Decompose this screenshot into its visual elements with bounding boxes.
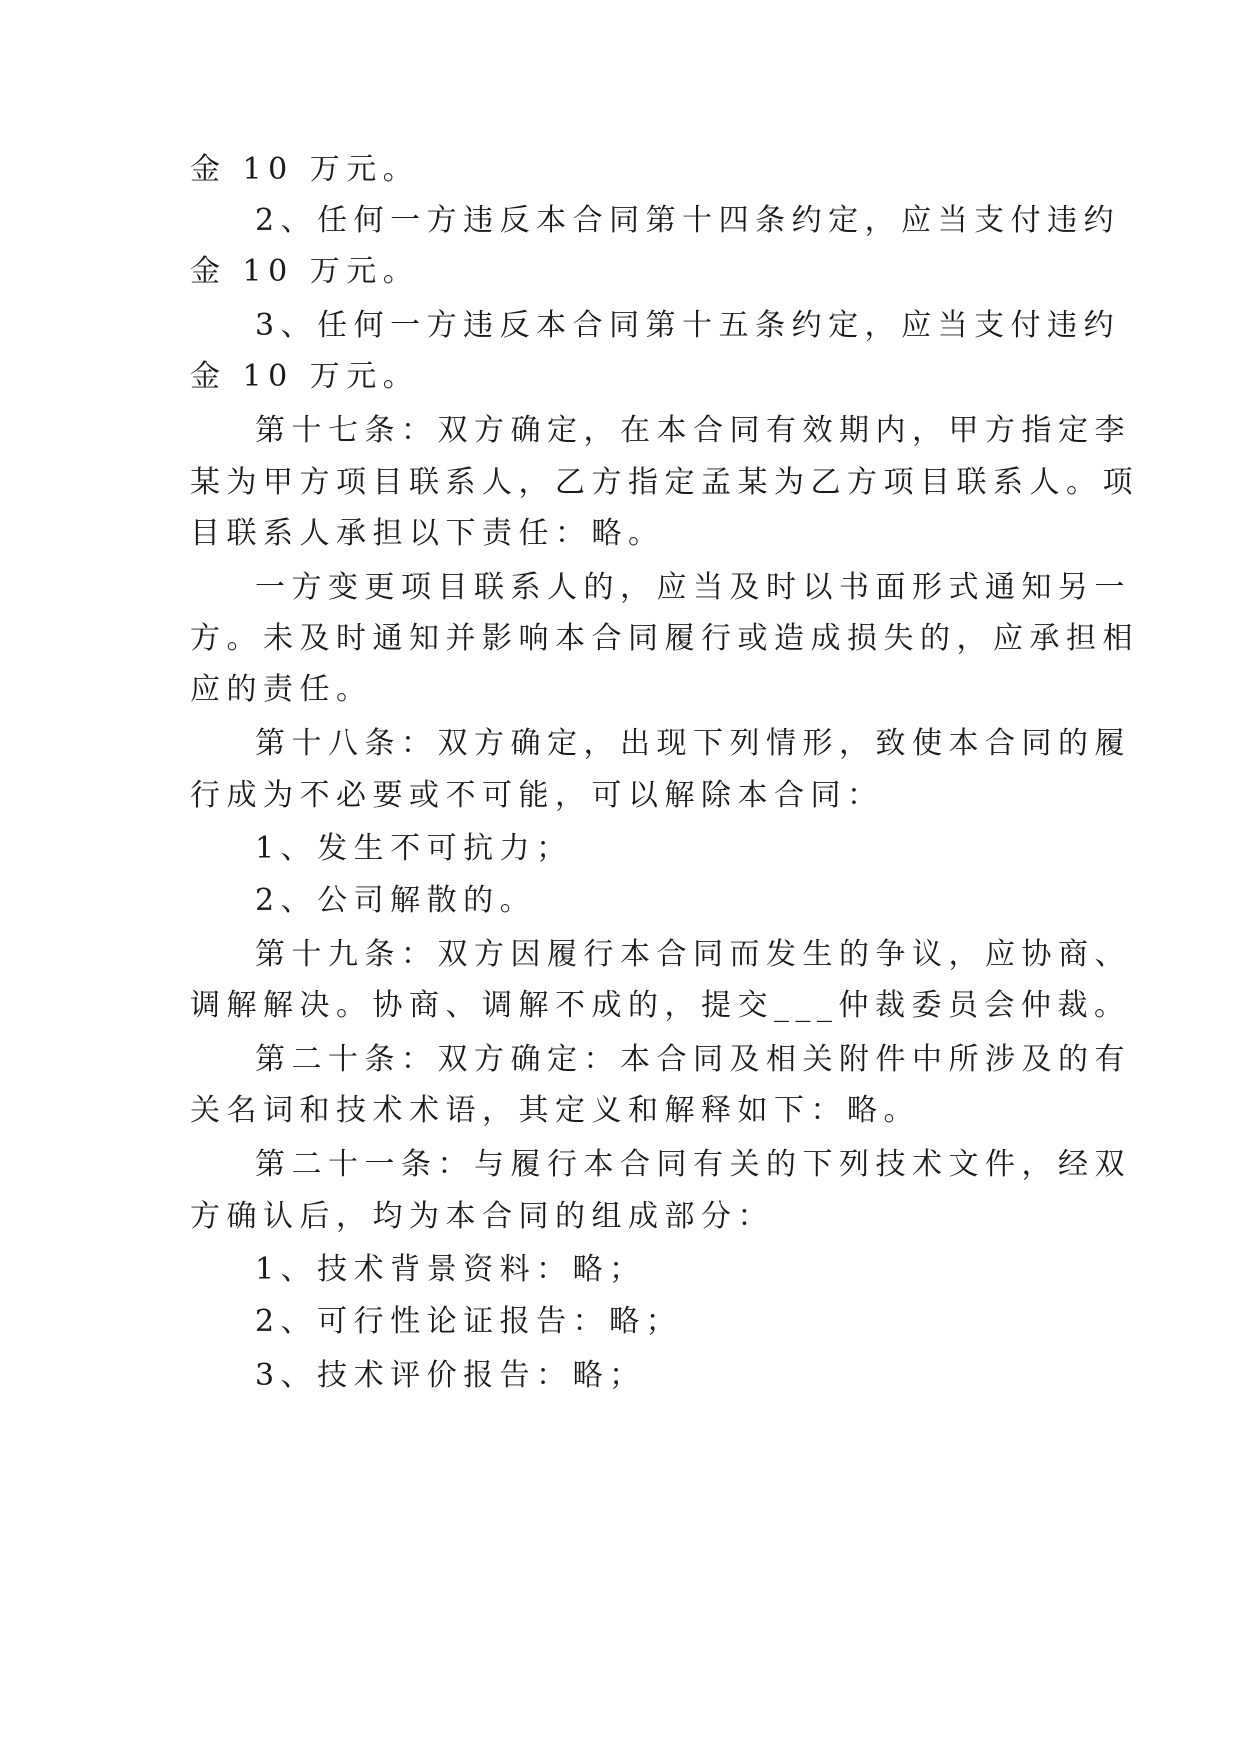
text-line: 应的责任。 — [190, 672, 373, 707]
text-line: 金 10 万元。 — [190, 359, 420, 394]
text-line: 3、任何一方违反本合同第十五条约定，应当支付违约 — [255, 308, 1121, 343]
text-line: 目联系人承担以下责任：略。 — [190, 516, 665, 551]
text-line: 关名词和技术术语，其定义和解释如下：略。 — [190, 1093, 920, 1128]
text-line: 第二十条：双方确定：本合同及相关附件中所涉及的有 — [255, 1042, 1131, 1077]
text-line: 第十九条：双方因履行本合同而发生的争议，应协商、 — [255, 937, 1131, 972]
text-line: 行成为不必要或不可能，可以解除本合同： — [190, 778, 884, 813]
text-line: 某为甲方项目联系人，乙方指定孟某为乙方项目联系人。项 — [190, 465, 1139, 500]
text-line: 金 10 万元。 — [190, 254, 420, 289]
text-line: 2、公司解散的。 — [255, 883, 537, 918]
text-line: 1、技术背景资料：略； — [255, 1252, 646, 1287]
text-line: 方确认后，均为本合同的组成部分： — [190, 1199, 774, 1234]
text-line: 3、技术评价报告：略； — [255, 1358, 646, 1393]
text-line: 金 10 万元。 — [190, 152, 420, 187]
text-line: 第二十一条：与履行本合同有关的下列技术文件，经双 — [255, 1147, 1131, 1182]
text-line: 第十八条：双方确定，出现下列情形，致使本合同的履 — [255, 726, 1131, 761]
text-line: 一方变更项目联系人的，应当及时以书面形式通知另一 — [255, 570, 1131, 605]
text-line: 2、可行性论证报告：略； — [255, 1304, 683, 1339]
text-line: 2、任何一方违反本合同第十四条约定，应当支付违约 — [255, 203, 1121, 238]
text-line: 方。未及时通知并影响本合同履行或造成损失的，应承担相 — [190, 621, 1139, 656]
text-line: 第十七条：双方确定，在本合同有效期内，甲方指定李 — [255, 413, 1131, 448]
text-line: 调解解决。协商、调解不成的，提交___仲裁委员会仲裁。 — [190, 988, 1131, 1023]
text-line: 1、发生不可抗力； — [255, 831, 573, 866]
